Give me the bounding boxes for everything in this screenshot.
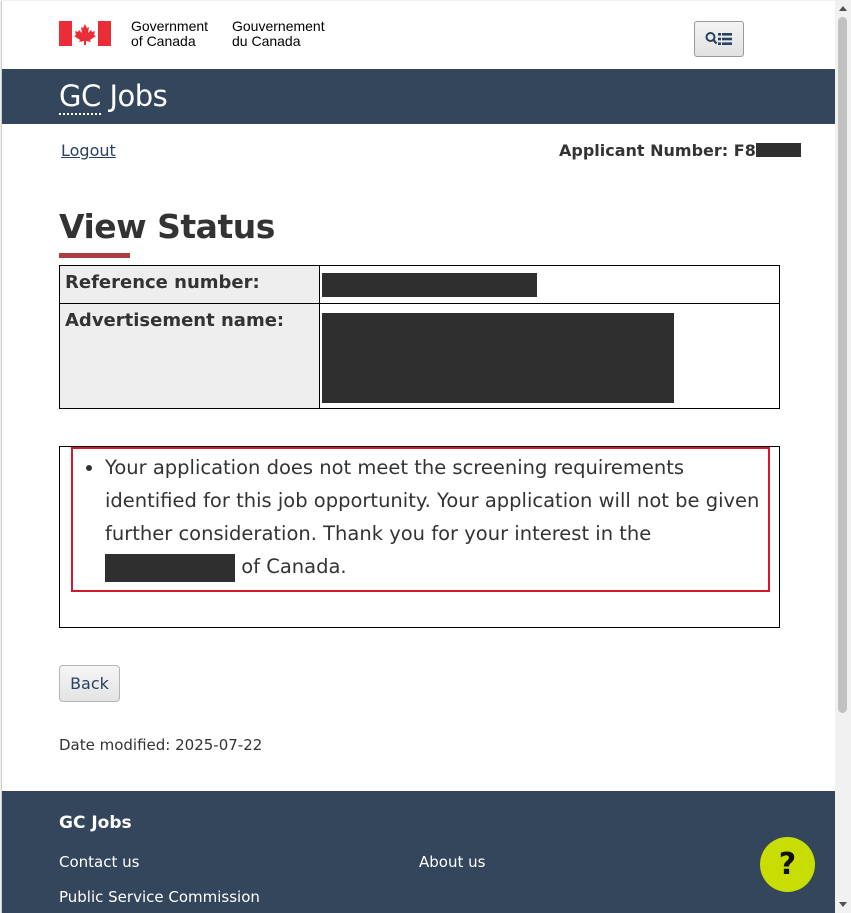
app-title[interactable] xyxy=(59,79,167,113)
signature-en-line2: of Canada xyxy=(131,33,196,49)
advertisement-name-value xyxy=(320,304,780,409)
title-underline xyxy=(59,253,130,258)
app-title-text: Jobs xyxy=(100,79,168,113)
app-title-abbr: GC xyxy=(59,79,101,113)
scroll-down-arrow-icon[interactable] xyxy=(839,902,847,907)
search-menu-icon xyxy=(705,31,733,47)
date-modified: Date modified: 2025-07-22 xyxy=(59,736,263,754)
help-button[interactable]: ? xyxy=(760,837,815,892)
redacted-applicant-digits xyxy=(756,143,801,157)
application-info-table xyxy=(59,265,780,409)
signature-en-line1: Government xyxy=(131,18,209,34)
back-button[interactable]: Back xyxy=(59,665,120,702)
status-message-box xyxy=(59,446,780,628)
signature-french xyxy=(232,19,325,49)
footer-link-contact-us[interactable]: Contact us xyxy=(59,853,140,871)
canada-flag-icon[interactable] xyxy=(59,21,111,46)
table-row-advertisement xyxy=(60,304,780,409)
app-bar xyxy=(2,69,835,124)
vertical-scrollbar[interactable] xyxy=(836,0,851,913)
status-message-list xyxy=(85,451,765,583)
signature-english xyxy=(131,19,208,49)
government-header xyxy=(2,1,835,69)
footer-title: GC Jobs xyxy=(59,813,132,833)
applicant-number xyxy=(559,141,801,160)
table-row-reference xyxy=(60,266,780,304)
footer-link-public-service-commission[interactable]: Public Service Commission xyxy=(59,888,260,906)
redacted-reference-number xyxy=(322,273,537,297)
redacted-advertisement-name xyxy=(322,313,674,403)
redacted-organization xyxy=(105,554,235,582)
scrollbar-thumb[interactable] xyxy=(838,17,847,713)
signature-fr-line1: Gouvernement xyxy=(232,18,325,34)
applicant-number-label: Applicant Number: F8 xyxy=(559,141,756,160)
footer xyxy=(2,791,835,913)
status-message-end: of Canada. xyxy=(241,555,347,578)
page xyxy=(1,1,835,913)
status-message-text: Your application does not meet the screening requirements identified for this job opportunity. Your application will not be given further consideration. Thank you for your interest in the xyxy=(105,456,760,545)
signature-fr-line2: du Canada xyxy=(232,33,301,49)
reference-number-label: Reference number: xyxy=(60,266,320,304)
scroll-up-arrow-icon[interactable] xyxy=(839,6,847,11)
search-menu-button[interactable] xyxy=(694,21,744,57)
status-message xyxy=(105,451,765,583)
advertisement-name-label: Advertisement name: xyxy=(60,304,320,409)
logout-link[interactable]: Logout xyxy=(61,141,116,160)
footer-link-about-us[interactable]: About us xyxy=(419,853,486,871)
reference-number-value xyxy=(320,266,780,304)
page-title: View Status xyxy=(59,207,275,246)
